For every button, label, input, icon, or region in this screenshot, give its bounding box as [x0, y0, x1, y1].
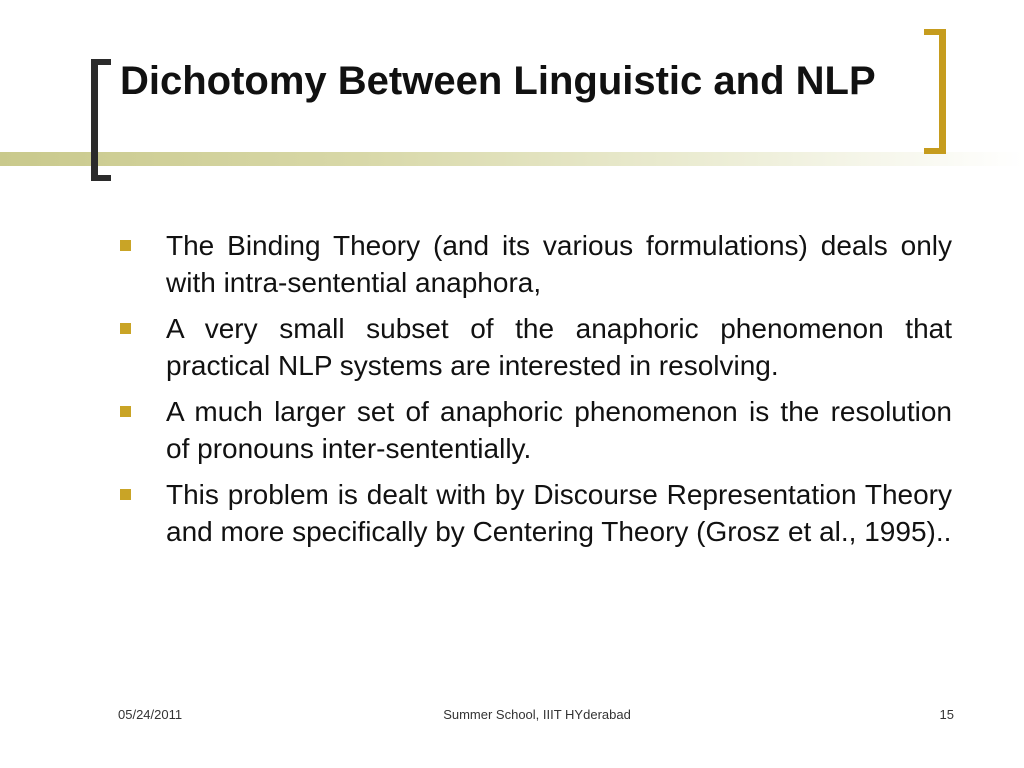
square-bullet-icon: [120, 489, 131, 500]
footer-date: 05/24/2011: [118, 707, 183, 722]
left-bracket-decoration: [91, 59, 111, 181]
title-band-decoration: [0, 152, 1024, 166]
bullet-item: [118, 227, 952, 301]
bullet-list: [118, 227, 952, 559]
bullet-text: A very small subset of the anaphoric phenomenon that practical NLP systems are interested in resolving.: [166, 313, 952, 381]
square-bullet-icon: [120, 240, 131, 251]
bullet-item: [118, 393, 952, 467]
bullet-text: A much larger set of anaphoric phenomenon is the resolution of pronouns inter-sententially.: [166, 396, 952, 464]
bullet-text: This problem is dealt with by Discourse Representation Theory and more specifically by Centering Theory (Grosz et al., 1995)..: [166, 479, 952, 547]
footer-title: Summer School, IIIT HYderabad: [443, 707, 631, 722]
bullet-item: [118, 476, 952, 550]
right-bracket-decoration: [924, 29, 946, 154]
page-number: 15: [939, 707, 954, 722]
bullet-item: [118, 310, 952, 384]
square-bullet-icon: [120, 323, 131, 334]
slide-title: Dichotomy Between Linguistic and NLP: [120, 59, 876, 103]
square-bullet-icon: [120, 406, 131, 417]
bullet-text: The Binding Theory (and its various formulations) deals only with intra-sentential anaphora,: [166, 230, 952, 298]
